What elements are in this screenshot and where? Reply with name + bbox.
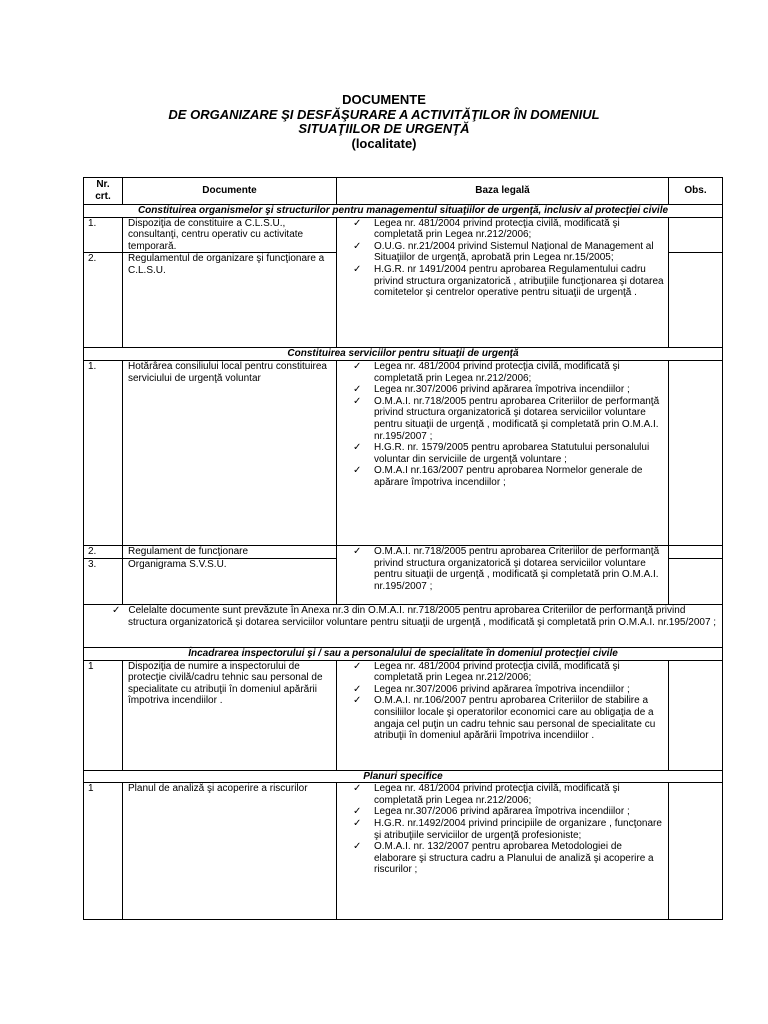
row-number: 3.: [84, 558, 123, 604]
row-legal-basis: [337, 217, 669, 348]
legal-basis-list: [339, 661, 666, 742]
row-document: Organigrama S.V.S.U.: [123, 558, 337, 604]
check-icon: ✓: [353, 360, 362, 372]
row-document: Planul de analiză şi acoperire a riscurilor: [123, 783, 337, 920]
legal-basis-item: ✓ O.M.A.I. nr.718/2005 pentru aprobarea Criteriilor de performanţă privind structura organizatorică şi dotarea serviciilor voluntare pentru situaţii de urgenţă , modificată şi completată prin O.M.A.I. nr.195/2007 ;: [353, 395, 660, 442]
check-icon: ✓: [353, 660, 362, 672]
section-heading-2: Constituirea serviciilor pentru situaţii de urgenţă: [84, 348, 723, 361]
legal-basis-item: ✓ O.M.A.I. nr.106/2007 pentru aprobarea Criteriilor de stabilire a consiliilor locale şi operatorilor economici care au obligaţia de a angaja cel puţin un cadru tehnic sau personal de specialitate cu atribuţii în domeniul apărării împotriva incendiilor .: [353, 695, 656, 742]
legal-basis-item: ✓ O.M.A.I. nr. 132/2007 pentru aprobarea Metodologiei de elaborare şi structura cadru a Planului de analiză şi acoperire a riscurilor ;: [353, 841, 654, 876]
row-document: Regulamentul de organizare şi funcţionare a C.L.S.U.: [123, 253, 337, 348]
legal-basis-item: ✓ Legea nr.307/2006 privind apărarea împotriva incendiilor ;: [353, 683, 630, 695]
check-icon: ✓: [353, 683, 362, 695]
title-line-4: (localitate): [351, 135, 417, 151]
legal-basis-item: ✓ O.U.G. nr.21/2004 privind Sistemul Naţional de Management al Situaţiilor de urgenţă, aprobată prin Legea nr.15/2005;: [353, 240, 654, 264]
table-header-row: [84, 178, 723, 205]
check-icon: ✓: [353, 442, 362, 454]
title-line-1: DOCUMENTE: [342, 92, 426, 107]
row-document: Hotărârea consiliului local pentru constituirea serviciului de urgenţă voluntar: [123, 360, 337, 545]
check-icon: ✓: [353, 465, 362, 477]
check-icon: ✓: [353, 545, 362, 557]
section-heading-4: Planuri specifice: [84, 770, 723, 783]
title-line-3: SITUAŢIILOR DE URGENŢĂ: [298, 121, 470, 136]
row-legal-basis: [337, 660, 669, 770]
note-other-documents: ✓ Celelalte documente sunt prevăzute în Anexa nr.3 din O.M.A.I. nr.718/2005 pentru aprobarea Criteriilor de performanţă privind structura organizatorică şi dotarea serviciilor voluntare pentru situaţii de urgenţă , modificată şi completată prin O.M.A.I. nr.195/2007 ;: [84, 604, 723, 647]
legal-basis-item: ✓ Legea nr. 481/2004 privind protecţia civilă, modificată şi completată prin Legea nr.212/2006;: [353, 660, 620, 684]
row-document: Regulament de funcţionare: [123, 545, 337, 558]
row-number: 1: [84, 660, 123, 770]
legal-basis-list: [339, 361, 666, 489]
check-icon: ✓: [353, 783, 362, 795]
row-obs: [669, 253, 723, 348]
check-icon: ✓: [353, 806, 362, 818]
row-document: Dispoziţia de numire a inspectorului de protecţie civilă/cadru tehnic sau personal de specialitate cu atribuţii în domeniul apărării împotriva incendiilor .: [123, 660, 337, 770]
legal-basis-item: ✓ Legea nr.307/2006 privind apărarea împotriva incendiilor ;: [353, 384, 630, 396]
row-number: 2.: [84, 253, 123, 348]
legal-basis-item: ✓ H.G.R. nr.1492/2004 privind principiile de organizare , funcţonare şi atribuţiile serviciilor de urgenţă profesioniste;: [353, 817, 662, 841]
row-obs: [669, 360, 723, 545]
legal-basis-list: [339, 783, 666, 876]
row-number: 1: [84, 783, 123, 920]
header-documente: Documente: [123, 178, 337, 205]
table-row: [84, 545, 723, 558]
table-row: [84, 360, 723, 545]
check-icon: ✓: [353, 817, 362, 829]
row-obs: [669, 783, 723, 920]
table-row: [84, 783, 723, 920]
check-icon: ✓: [353, 384, 362, 396]
table-row: [84, 660, 723, 770]
header-nr-crt: Nr. crt.: [84, 178, 123, 205]
row-document: Dispoziţia de constituire a C.L.S.U., consultanţi, centru operativ cu activitate temporară.: [123, 217, 337, 253]
row-number: 1.: [84, 217, 123, 253]
legal-basis-item: ✓ H.G.R. nr. 1579/2005 pentru aprobarea Statutului personalului voluntar din serviciile de urgenţă voluntare ;: [353, 442, 650, 465]
section-heading-1: Constituirea organismelor şi structurilor pentru managementul situaţiilor de urgenţă, inclusiv al protecţiei civile: [84, 205, 723, 218]
row-obs: [669, 545, 723, 558]
row-number: 2.: [84, 545, 123, 558]
row-obs: [669, 660, 723, 770]
check-icon: ✓: [112, 604, 121, 616]
header-obs: Obs.: [669, 178, 723, 205]
table-row: [84, 217, 723, 253]
row-number: 1.: [84, 360, 123, 545]
header-baza-legala: Baza legală: [337, 178, 669, 205]
legal-basis-list: [339, 218, 666, 299]
check-icon: ✓: [353, 395, 362, 407]
legal-basis-item: ✓ Legea nr.307/2006 privind apărarea împotriva incendiilor ;: [353, 806, 630, 818]
document-title: [0, 93, 768, 151]
row-legal-basis: [337, 360, 669, 545]
legal-basis-item: ✓ O.M.A.I. nr.718/2005 pentru aprobarea Criteriilor de performanţă privind structura organizatorică şi dotarea serviciilor voluntare pentru situaţii de urgenţă , modificată şi completată prin O.M.A.I. nr.195/2007 ;: [353, 545, 660, 592]
table-note-row: [84, 604, 723, 647]
check-icon: ✓: [353, 263, 362, 275]
legal-basis-item: ✓ O.M.A.I nr.163/2007 pentru aprobarea Normelor generale de apărare împotriva incendiilor ;: [353, 465, 643, 488]
title-line-2: DE ORGANIZARE ŞI DESFĂŞURARE A ACTIVITĂŢILOR ÎN DOMENIUL: [168, 106, 600, 122]
legal-basis-item: ✓ Legea nr. 481/2004 privind protecţia civilă, modificată şi completată prin Legea nr.212/2006;: [353, 783, 620, 806]
section-heading-3: Încadrarea inspectorului şi / sau a personalului de specialitate în domeniul protecţiei civile: [84, 647, 723, 660]
legal-basis-item: ✓ Legea nr. 481/2004 privind protecţia civilă, modificată şi completată prin Legea nr.212/2006;: [353, 360, 620, 384]
row-legal-basis: [337, 545, 669, 604]
check-icon: ✓: [353, 217, 362, 229]
documents-table: [83, 177, 723, 920]
check-icon: ✓: [353, 841, 362, 853]
check-icon: ✓: [353, 695, 362, 707]
row-legal-basis: [337, 783, 669, 920]
row-obs: [669, 217, 723, 253]
legal-basis-list: [339, 546, 666, 592]
row-obs: [669, 558, 723, 604]
legal-basis-item: ✓ H.G.R. nr 1491/2004 pentru aprobarea Regulamentului cadru privind structura organizatorică , atribuţiile funcţionarea şi dotarea comitetelor şi centrelor operative pentru situaţii de urgenţă .: [353, 263, 664, 299]
check-icon: ✓: [353, 240, 362, 252]
legal-basis-item: ✓ Legea nr. 481/2004 privind protecţia civilă, modificată şi completată prin Legea nr.212/2006;: [353, 217, 620, 241]
